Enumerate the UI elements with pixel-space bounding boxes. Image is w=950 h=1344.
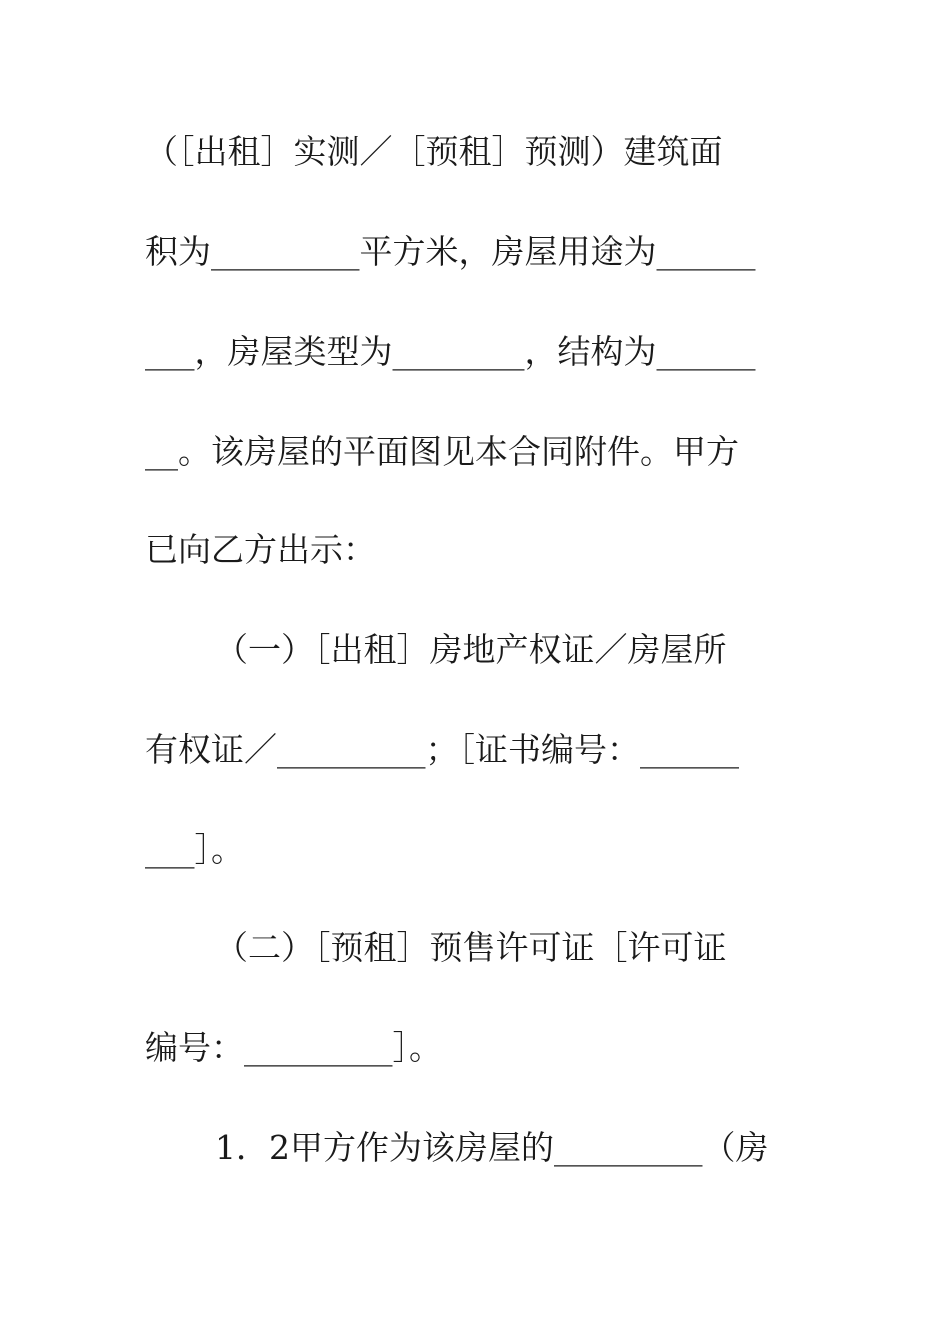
text-line-3: ___，房屋类型为________，结构为______ [145,332,756,371]
text-line-11: 1．2甲方作为该房屋的_________（房 [215,1128,769,1167]
text-line-1: （［出租］实测／［预租］预测）建筑面 [145,132,723,171]
text-line-7: 有权证／_________；［证书编号：______ [145,730,739,769]
text-line-10: 编号：_________］。 [145,1028,442,1067]
text-line-2: 积为_________平方米，房屋用途为______ [145,232,756,271]
text-line-6: （一）［出租］房地产权证／房屋所 [215,630,727,669]
text-line-8: ___］。 [145,830,244,869]
text-line-4: __。该房屋的平面图见本合同附件。甲方 [145,432,739,471]
text-line-9: （二）［预租］预售许可证［许可证 [215,928,727,967]
text-line-5: 已向乙方出示： [145,530,376,569]
